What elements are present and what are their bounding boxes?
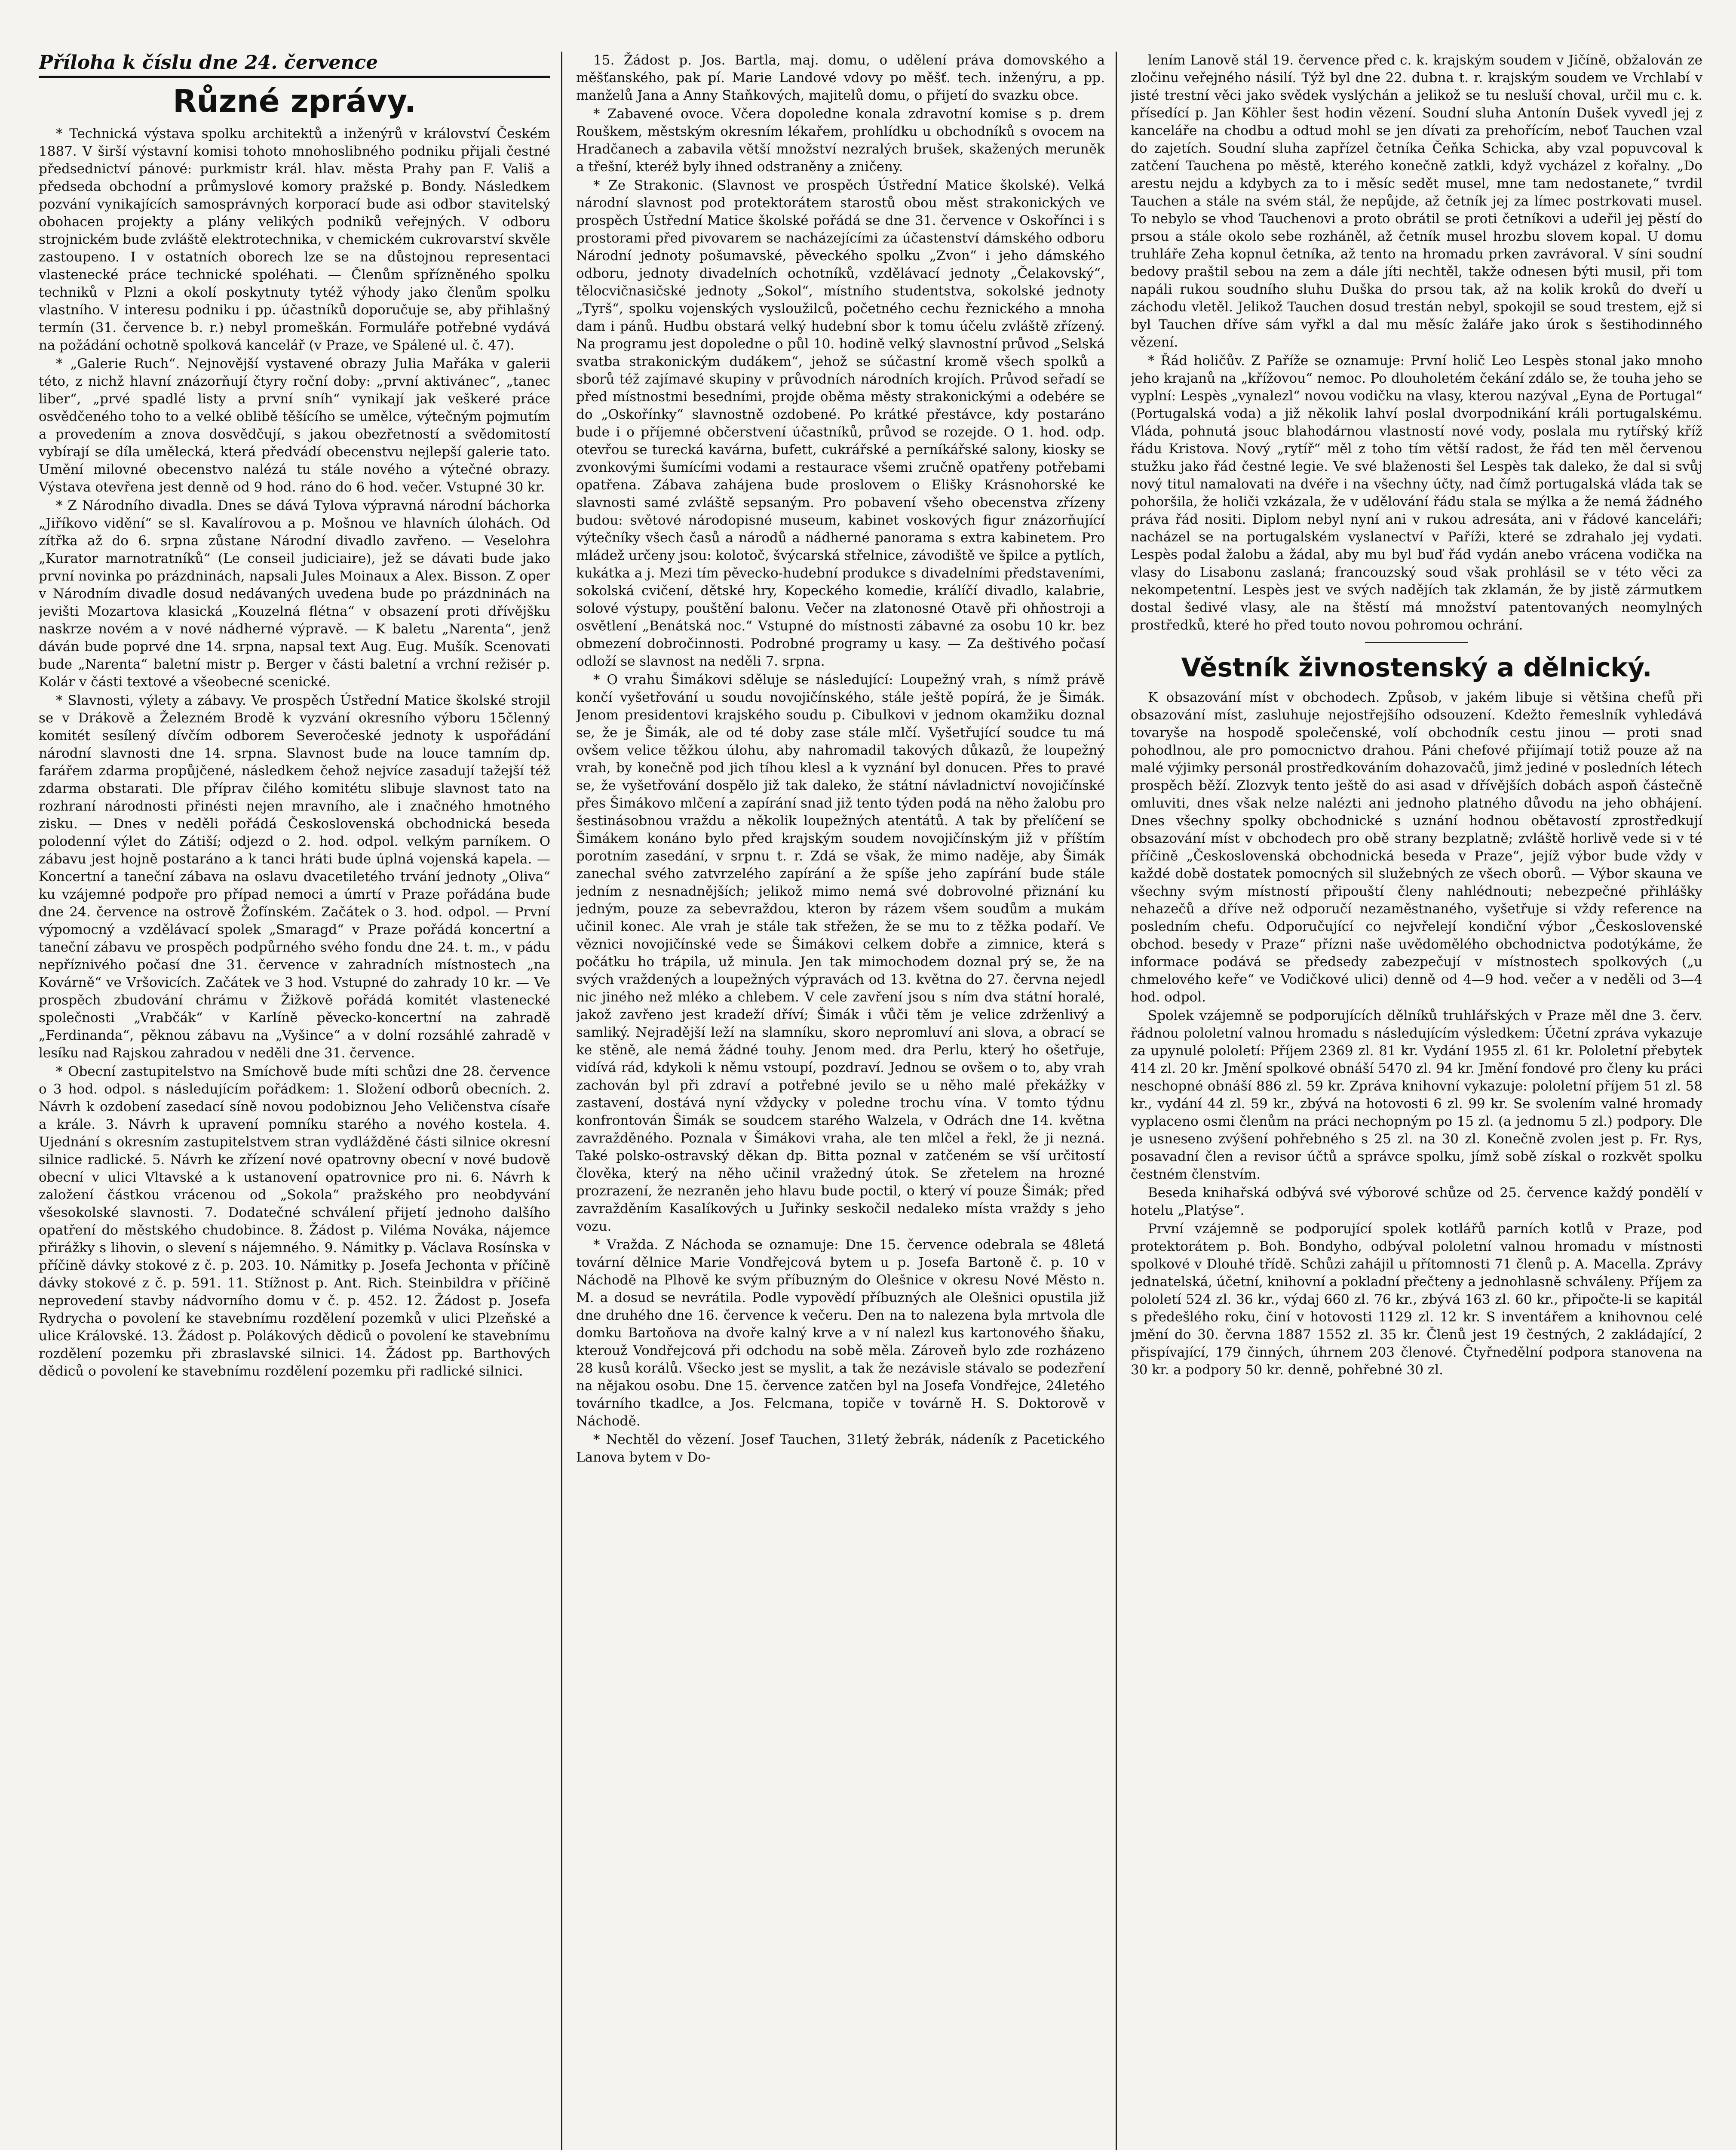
article-technical-exhibition: * Technická výstava spolku architektů a inženýrů v království Českém 1887. V širší výstavní komisi tohoto mnohoslibného podniku přijali čestné předsednictví pánové: purkmistr král. hlav. města Prahy pan F. Vališ a předseda obchodní a průmyslové komory pražské p. Bondy. Následkem pozvání vynikajících samosprávných korporací bude asi odbor stavitelský obohacen projekty a plány velikých podniků veřejných. V odboru strojnickém bude zvláště elektrotechnika, v chemickém cukrovarství skvěle zastoupeno. I v ostatních oborech lze se na důstojnou representaci vlastenecké práce technické spoléhati. — Členům spřízněného spolku techniků v Plzni a okolí poskytnuty tytéž výhody jako členům spolku vlastního. V interesu podniku i pp. účastníků doporučuje se, aby přihlašný termín (31. července b. r.) nebyl promeškán. Formuláře potřebné vydává na požádání ochotně spolková kancelář (v Praze, ve Spálené ul. č. 47). [39, 126, 550, 353]
article-simak: * O vrahu Šimákovi sděluje se následující: Loupežný vrah, s nímž právě končí vyšetřování u soudu novojičínského, stále ještě popírá, že je Šimák. Jenom presidentovi krajského soudu p. Cibulkovi v jednom okamžiku doznal se, že je Šimák, ale od té doby zase stále mlčí. Vyšetřující soudce tu má ovšem velice těžkou úlohu, aby nahromadil takových důkazů, že loupežný vrah, by konečně pod jich tíhou klesl a k vyznání byl donucen. Přes to pravé se, že vyšetřování dospělo již tak daleko, že státní návladnictví novojičínské přes Šimákovo mlčení a zapírání snad již tento týden podá na něho žalobu pro šestinásobnou vraždu a několik loupežných atentátů. A tak by přelíčení se Šimákem konáno bylo před krajským soudem novojičínským již v příštím porotním zasedání, v srpnu t. r. Zdá se však, že mimo naděje, aby Šimák zanechal svého zatvrzelého zapírání a že spíše jeho zapírání bude stále jedním z nesnadnějších; jelikož mimo nemá své dobrovolné přiznání ku jedným, pouze za sebevraždou, kteron by rázem všem soudům a mukám učinil konec. Ale vrah je stále tak střežen, že se mu to z těžka podaří. Ve věznici novojičínské vede se Šimákovi celkem dobře a zimnice, která s počátku ho trápila, už minula. Jen tak mimochodem doznal prý se, že na svých vraždených a loupežných výpravách od 13. května do 27. června nejedl nic jiného než mléko a chlebem. V cele zavření jsou s ním dva státní horalé, jakož zavřeno jest kradeží dříví; Šimák i vůči těm je velice zdrženlivý a samliký. Nejradější leží na slamníku, skoro nepromluví ani slova, a obrací se ke stěně, ale nemá žádné touhy. Jenom med. dra Perlu, který ho ošetřuje, vidívá rád, kdykoli k němu vstoupí, pozdraví. Jednou se ovšem o to, aby vrah zachován byl při zdraví a potřebné jevilo se u něho malé překážky v zastavení, dostává nyní vždycky v poledne trochu vína. V tomto týdnu konfrontován Šimák se soudcem starého Walzela, v Odrách dne 14. května zavražděného. Poznala v Šimákovi vraha, ale ten mlčel a řekl, že ji nezná. Také polsko-ostravský děkan dp. Bitta poznal v zatčeném se vší určitostí člověka, který na něho učinil vražedný útok. Se zřetelem na hrozné prozrazení, že nezraněn jeho hlavu bude poctil, o který ví pouze Šimák; před zavražděním Kasalíkových u Juřinky seskočil nedaleko místa vraždy s jeho vozu. [576, 672, 1105, 1234]
article-national-theatre: * Z Národního divadla. Dnes se dává Tylova výpravná národní báchorka „Jiříkovo vidění“ se sl. Kavalírovou a p. Mošnou ve hlavních úlohách. Od zítřka až do 6. srpna zůstane Národní divadlo zavřeno. — Veselohra „Kurator marnotratníků“ (Le conseil judiciaire), jež se dávati bude jako první novinka po prázdninách, napsali Jules Moinaux a Alex. Bisson. Z oper v Národním divadle dosud nedávaných uvedena bude po prázdninách na jevišti Mozartova klasická „Kouzelná flétna“ v obsazení proti dřívějšku naskrze novém a v nové nádherné výpravě. — K baletu „Narenta“, jenž dáván bude poprvé dne 14. srpna, napsal text Aug. Eug. Mušík. Scenovati bude „Narenta“ baletní mistr p. Berger v části baletní a vrchní režisér p. Kolár v části textové a všeobecné scenické. [39, 498, 550, 690]
article-murder-nachod: * Vražda. Z Náchoda se oznamuje: Dne 15. července odebrala se 48letá tovární dělnice Marie Vondřejcová bytem u p. Josefa Bartoně č. p. 10 v Náchodě na Plhově ke svým příbuzným do Olešnice v okresu Nové Město n. M. a dosud se nevrátila. Podle vypovědí příbuzných ale Olešnici opustila již dne druhého dne 16. července k večeru. Den na to nalezena byla mrtvola dle domku Bartoňova na dvoře kalný krve a v ní nalezl kus kartonového šňaku, kterouž Vondřejcová při odchodu na sobě měla. Zároveň bylo zde rozházeno 28 kusů korálů. Všecko jest se myslit, a tak že nezávisle stávalo se podezření na nějakou osobu. Dne 15. července zatčen byl na Josefa Vondřejce, 24letého továrního tkadlce, a Jos. Felcmana, topiče v továrně H. S. Doktorově v Náchodě. [576, 1237, 1105, 1429]
article-bookbinders: Beseda knihařská odbývá své výborové schůze od 25. července každý pondělí v hotelu „Platýse“. [1131, 1185, 1702, 1218]
column-1 [39, 52, 550, 2150]
article-shop-positions: K obsazování míst v obchodech. Způsob, v jakém libuje si většina chefů při obsazování míst, zasluhuje nejostřejšího odsouzení. Kdežto řemeslník vyhledává tovaryše na hospodě společenské, volí obchodník cestu jinou — proti snad pohodlnou, ale pro pomocnictvo drahou. Páni chefové přijímají totiž pouze až na malé výjimky personál prostředkováním dohazovačů, jimž jediné v posledních létech prospěch běží. Zlozvyk tento ještě do asi asad v dřívějších dobách aspoň částečně omluviti, dnes však nelze nalézti ani jednoho platného důvodu na jeho obhájení. Dnes všechny spolky obchodnické s uznání hodnou obětavostí zprostředkují obsazování míst v obchodech pro obě strany bezplatně; zvláště horlivě vede si v té příčině „Československá obchodnická beseda v Praze“, jejíž výbor bude vždy v každé době dostatek pomocných sil služebných ze všech oborů. — Výbor skauna ve všechny svým místností připouští členy nahlédnouti; nebezpečné přihlášky nehazečů a dříve než odporučí nezaměstnaného, vyšetřuje si vždy reference na posledním chefu. Odporučující co nejvřelejí kondiční výbor „Československé obchod. besedy v Praze“ přízni naše uvědomělého obchodnictva podotýkáme, že informace podává se předsedy zabezpečují v místnostech spolkových („u chmelového keře“ ve Vodičkové ulici) denně od 4—9 hod. večer a v neděli od 3—4 hod. odpol. [1131, 690, 1702, 1005]
article-prison-refusal: * Nechtěl do vězení. Josef Tauchen, 31letý žebrák, nádeník z Pacetického Lanova bytem v Do- [576, 1432, 1105, 1465]
article-smichov-council: * Obecní zastupitelstvo na Smíchově bude míti schůzi dne 28. července o 3 hod. odpol. s následujícím pořádkem: 1. Složení odborů obecních. 2. Návrh k ozdobení zasedací síně novou podobiznou Jeho Veličenstva císaře a krále. 3. Návrh k upravení pomníku starého a nového kostela. 4. Ujednání s okresním zastupitelstvem stran vydlážděné části silnice okresní silnice radlické. 5. Návrh ke zřízení nové opatrovny obecní v nové budově obecní v ulici Vltavské a k ustanovení opatrovnice pro ni. 6. Návrh k založení částkou vrácenou od „Sokola“ pražského pro neobdyvání všesokolské slavnosti. 7. Dodatečné schválení přijetí jednoho dalšího opatření do městského chudobince. 8. Žádost p. Viléma Nováka, nájemce přirážky s lihovin, o slevení s nájemného. 9. Námitky p. Václava Rosínska v příčině dávky stokové z č. p. 203. 10. Námitky p. Josefa Jechonta v příčině dávky stokové z č. p. 591. 11. Stížnost p. Ant. Rich. Steinbildra v příčině neprovedení stavby nádvorního domu v č. p. 452. 12. Žádost p. Josefa Rydrycha o povolení ke stavebnímu rozdělení pozemků v ulici Plzeňské a ulice Královské. 13. Žádost p. Polákových dědiců o povolení ke stavebnímu rozdělení pozemku při zbraslavské silnici. 14. Žádost pp. Barthových dědiců o povolení ke stavebnímu rozdělení pozemku při radlické silnici. [39, 1064, 550, 1379]
article-council-continued: 15. Žádost p. Jos. Bartla, maj. domu, o udělení práva domovského a měšťanského, pak pí. Marie Landové vdovy po měšť. tech. inženýru, a pp. manželů Jana a Anny Staňkových, majitelů domu, o přijetí do svazku obce. [576, 52, 1105, 103]
supplement-header: Příloha k číslu dne 24. července [39, 52, 550, 78]
column-3 [1131, 52, 1702, 2150]
column-divider-2 [1116, 52, 1117, 2150]
article-confiscated-fruit: * Zabavené ovoce. Včera dopoledne konala zdravotní komise s p. drem Rouškem, městským okresním lékařem, prohlídku u obchodníků s ovocem na Hradčanech a zabavila větší množství nezralých brušek, skažených meruněk a třešní, kteréž byly ihned odstraněny a zničeny. [576, 106, 1105, 175]
article-strakonice: * Ze Strakonic. (Slavnost ve prospěch Ústřední Matice školské). Velká národní slavnost pod protektorátem starostů obou měst strakonických ve prospěch Ústřední Matice školské pořádá se dne 31. července v Oskořínci i s prostorami před pivovarem se nacházejícími za účastenství dámského odboru Národní jednoty pošumavské, pěveckého spolku „Zvon“ i jeho dámského odboru, jednoty divadelních ochotníků, vzdělávací jednoty „Čelakovský“, tělocvičnasičské jednoty „Sokol“, místního studentstva, sokolské jednoty „Tyrš“, spolku vojenských vysloužilců, početného cechu řeznického a mnoha dam i pánů. Hudbu obstará velký hudební sbor k tomu účelu zvláště zřízený. Na programu jest dopoledne o půl 10. hodině velký slavnostní průvod „Selská svatba strakonickým dudákem“, jehož se súčastní kromě všech spolků a sborů též zajímavé skupiny v průvodních národních krojích. Průvod seřadí se před místnostmi besedními, projde oběma městy strakonickými a odebére se do „Oskořínky“ slavnostně ozdobené. Po krátké přestávce, kdy postaráno bude i o příjemné občerstvení účastníků, průvod se rozejde. O 1. hod. odp. otevřou se turecká kavárna, bufett, cukrářské a perníkářské salony, kiosky se zvonkovými šumícími vodami a restaurace všemi zručně opatřeny potřebami opatřena. Zábava zahájena bude proslovem o Elišky Krásnohorské ke slavnosti samé zvláště sepsaným. Pro pobavení všeho obecenstva zřízeny budou: světové národopisné museum, kabinet voskových figur znázorňující výtečníky všech časů a národů a nádherné panorama s extra kabinetem. Pro mládež určeny jsou: kolotoč, švýcarská střelnice, závodiště ve špilce a pytlích, kukátka a j. Mezi tím pěvecko-hudební produkce s divadelními představeními, sokolská cvičení, dětské hry, Kopeckého komedie, králíčí divadlo, kalabrie, solové výstupy, pouštění balonu. Večer na zlatonosné Otavě při ohňostroji a osvětlení „Benátská noc.“ Vstupné do místnosti zábavné za osobu 10 kr. bez obmezení dobročinnosti. Podrobné programy u kasy. — Za deštivého počasí odloží se slavnost na neděli 7. srpna. [576, 178, 1105, 669]
article-celebrations-trips: * Slavnosti, výlety a zábavy. Ve prospěch Ústřední Matice školské strojil se v Drákově a Železném Brodě k vyzvání okresního výboru 15členný komitét sesílený dívčím odborem Severočeské jednoty k uspořádání národní slavnosti dne 14. srpna. Slavnost bude na louce tamním dp. farářem zdarma propůjčené, následkem čehož nejvíce zasadují tažejší též zdarma obstarati. Dle příprav čilého komitétu slibuje slavnost tato na rozhraní národnosti přinésti nejen mravního, ale i značného hmotného zisku. — Dnes v neděli pořádá Československá obchodnická beseda polodenní výlet do Zátiší; odjezd o 2. hod. odpol. velkým parníkem. O zábavu jest hojně postaráno a k tanci hráti bude úplná vojenská kapela. — Koncertní a taneční zábava na oslavu dvacetiletého trvání jednoty „Oliva“ ku vzájemné podpoře pro případ nemoci a úmrtí v Praze pořádána bude dne 24. července na ostrově Žofínském. Začátek o 3. hod. odpol. — První výpomocný a vzdělávací spolek „Smaragd“ v Praze pořádá koncertní a taneční zábavu ve prospěch podpůrného svého fondu dne 24. t. m., v pádu nepříznivého počasí dne 31. července v zahradních místnostech „na Kovárně“ ve Vršovicích. Začátek ve 3 hod. Vstupné do zahrady 10 kr. — Ve prospěch zbudování chrámu v Žižkově pořádá komitét vlastenecké společnosti „Vrabčák“ v Karlíně pěvecko-koncertní na zahradě „Ferdinanda“, pěknou zábavu na „Vyšince“ a v dolní rozsáhlé zahradě v lesíku nad Rajskou zahradou v neděli dne 31. července. [39, 693, 550, 1061]
article-barber-order: * Řád holičův. Z Paříže se oznamuje: První holič Leo Lespès stonal jako mnoho jeho krajanů na „křížovou“ nemoc. Po dlouholetém čekání zdálo se, že touha jeho se vyplní: Lespès „vynalezl“ novou vodičku na vlasy, kterou nazýval „Eyna de Portugal“ (Portugalská voda) a již několik lahví poslal dvorpodnikání králi portugalskému. Vláda, pohnutá jsouc blahodárnou vlastností nové vody, poslala mu rytířský kříž řádu Kristova. Nový „rytíř“ měl z toho tím větší radost, že řád ten měl červenou stužku jako řád čestné legie. Ve své blaženosti šel Lespès tak daleko, že dal si svůj nový titul namalovati na dvéře i na všechny účty, nad čímž portugalská vláda tak se pohoršila, že holiči vzkázala, že v udělování řádu stala se mýlka a že nemá žádného práva řád nositi. Diplom nebyl nyní ani v rukou adresáta, ani v řádové kanceláři; nacházel se na portugalském vyslanectví v Paříži, které se zdrahalo jej vydati. Lespès podal žalobu a žádal, aby mu byl buď řád vydán anebo vrácena vodička na vlasy do Lisabonu zaslaná; francouzský soud však prohlásil se v této věci za nekompetentní. Lespès jest ve svých nadějích tak zklamán, že by jistě zármutkem dostal šedivé vlasy, ale na štěstí má množství patentovaných neomylných prostředků, které ho před touto novou pohromou ochrání. [1131, 353, 1702, 633]
newspaper-page [39, 52, 1702, 2150]
article-carpenters-union: Spolek vzájemně se podporujících dělníků truhlářských v Praze měl dne 3. červ. řádnou pololetní valnou hromadu s následujícím výsledkem: Účetní zpráva vykazuje za upynulé pololetí: Příjem 2369 zl. 81 kr. Vydání 1955 zl. 61 kr. Pololetní přebytek 414 zl. 20 kr. Jmění spolkové obnáší 5470 zl. 94 kr. Jmění fondové pro členy ku práci neschopné obnáší 886 zl. 59 kr. Zpráva knihovní vykazuje: pololetní příjem 51 zl. 58 kr., vydání 44 zl. 59 kr., zbývá na hotovosti 6 zl. 99 kr. Se svolením valné hromady vyplaceno osmi členům na práci nechopným po 15 zl. (a jednomu 5 zl.) podpory. Dle je usneseno zvýšení pohřebného s 25 zl. na 30 zl. Konečně zvolen jest p. Fr. Rys, posavadní člen a revisor účtů a správce spolku, jímž sobě získal o rozkvět spolku čestném členstvím. [1131, 1008, 1702, 1182]
column-divider-1 [561, 52, 562, 2150]
column-2 [576, 52, 1105, 2150]
article-gallery-ruch: * „Galerie Ruch“. Nejnovější vystavené obrazy Julia Mařáka v galerii této, z nichž hlavní znázorňují čtyry roční doby: „první aktivánec“, „tanec liber“, „prvé spadlé listy a první sníh“ vynikají jak veškeré práce osvědčeného toho to a velké oblibě těšícího se umělce, výtečným pojmutím a provedením a znova dosvědčují, s jakou obezřetností a svědomitostí vybírají se díla umělecká, která předvádí obecenstvu nejlepší galerie tato. Umění milovné obecenstvo nalézá tu stále nového a výtečné obrazy. Výstava otevřena jest denně od 9 hod. ráno do 6 hod. večer. Vstupné 30 kr. [39, 356, 550, 495]
section-title-news: Různé zprávy. [173, 83, 416, 119]
section-title-trade: Věstník živnostenský a dělnický. [1181, 653, 1652, 683]
section-divider [1365, 642, 1468, 643]
article-prison-continued: lením Lanově stál 19. července před c. k. krajským soudem v Jičíně, obžalován ze zločinu veřejného násilí. Týž byl dne 22. dubna t. r. krajským soudem ve Vrchlabí v jisté trestní věci jako svědek vyslýchán a jelikož se tu nesluší choval, určil mu c. k. přísedící p. Jan Köhler šest hodin vězení. Soudní sluha Antonín Dušek vyvedl jej z kanceláře na chodbu a odtud mohl se jen dívati za prehořícím, neboť Tauchen vzal do zajetích. Soudní sluha zapřízel četníka Čeňka Schicka, aby vzal popuvcoval k zatčení Tauchena po městě, kterého konečně zatkli, když vycházel z kořalny. „Do arestu nejdu a kdybych za to i měsíc sedět musel, mne tam nedostanete,“ tvrdil Tauchen a stále na svém stál, že nepůjde, až četník jej za límec postrkovati musel. To nebylo se vhod Tauchenovi a proto obrátil se proti četníkovi a udeřil jej pěstí do prsou a stále okolo sebe rozháněl, až četník musel hrozbu slovem kopal. U domu truhláře Zeha kopnul četníka, až tento na hromadu prken zavrávoral. V síni soudní bedovy praštil sebou na zem a dále jíti nechtěl, takže odnesen býti musil, při tom napáli rukou soudního sluhu Duška do prsou tak, až na kolik kroků do dveří u záchodu vletěl. Jelikož Tauchen dosud trestán nebyl, spokojil se soud trestem, ejž si byl Tauchen dříve sám vyřkl a dal mu měsíc žaláře jako úrok s šestihodinného vězení. [1131, 52, 1702, 350]
article-boilermakers: První vzájemně se podporující spolek kotlářů parních kotlů v Praze, pod protektorátem p. Boh. Bondyho, odbýval pololetní valnou hromadu v místnosti spolkové v Dlouhé třídě. Schůzi zahájil u přítomnosti 71 členů p. A. Macella. Zprávy jednatelská, účetní, knihovní a pokladní přečteny a jednohlasně schváleny. Příjem za pololetí 524 zl. 36 kr., výdaj 660 zl. 76 kr., zbývá 163 zl. 60 kr., připočte-li se kapitál s předešlého roku, činí v hotovosti 1129 zl. 12 kr. S inventářem a knihovnou celé jmění do 30. června 1887 1552 zl. 35 kr. Členů jest 19 čestných, 2 zakládající, 2 přispívající, 179 činných, úhrnem 203 členové. Čtyřnedělní podpora stanovena na 30 kr. a podpory 50 kr. denně, pohřebné 30 zl. [1131, 1221, 1702, 1378]
